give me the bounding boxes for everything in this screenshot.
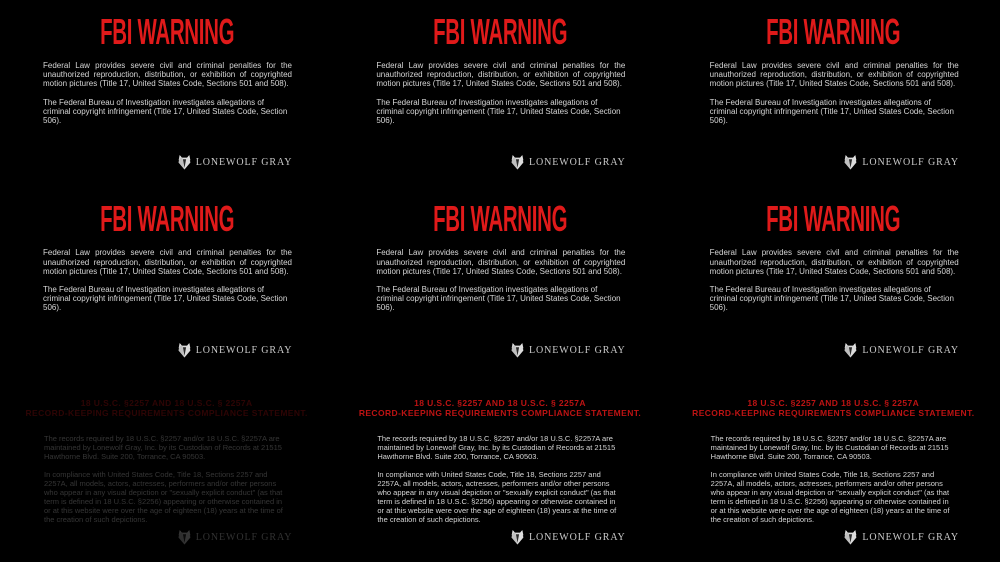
compliance-body [377, 434, 623, 524]
compliance-statement-frame [667, 375, 1000, 562]
fbi-warning-title: FBI WARNING [99, 198, 234, 240]
fbi-warning-frame [333, 187, 666, 374]
lonewolf-gray-logo-text: LONEWOLF GRAY [195, 344, 293, 356]
fbi-warning-body [710, 61, 959, 125]
fbi-warning-paragraph-2: The Federal Bureau of Investigation investigates allegations of criminal copyright infringement (Title 17, United States Code, Section 506). [709, 97, 954, 126]
fbi-warning-paragraph-2: The Federal Bureau of Investigation investigates allegations of criminal copyright infringement (Title 17, United States Code, Section 506). [376, 97, 621, 126]
lonewolf-gray-logo [844, 155, 959, 170]
fbi-warning-paragraph-2: The Federal Bureau of Investigation investigates allegations of criminal copyright infringement (Title 17, United States Code, Section 506). [376, 284, 621, 313]
wolf-head-icon [178, 155, 191, 170]
lonewolf-gray-logo-text: LONEWOLF GRAY [862, 344, 959, 356]
compliance-title-line-2: RECORD-KEEPING REQUIREMENTS COMPLIANCE STATEMENT. [358, 408, 642, 419]
fbi-warning-title: FBI WARNING [432, 198, 568, 240]
fbi-warning-title-wrap [333, 198, 666, 240]
fbi-warning-frame [0, 0, 333, 187]
fbi-warning-paragraph-2: The Federal Bureau of Investigation investigates allegations of criminal copyright infringement (Title 17, United States Code, Section 506). [43, 97, 288, 126]
compliance-paragraph-1: The records required by 18 U.S.C. §2257 and/or 18 U.S.C. §2257A are maintained by Lonewolf Gray, Inc. by its Custodian of Records at 21515 Hawthorne Blvd. Suite 200, Torrance, CA 90503. [710, 433, 949, 461]
lonewolf-gray-logo-text: LONEWOLF GRAY [862, 157, 959, 169]
lonewolf-gray-logo [511, 530, 626, 545]
fbi-warning-title: FBI WARNING [432, 11, 568, 52]
fbi-warning-title: FBI WARNING [766, 198, 901, 240]
lonewolf-gray-logo [511, 155, 626, 170]
fbi-warning-paragraph-1: Federal Law provides severe civil and criminal penalties for the unauthorized reproduction, distribution, or exhibition of copyrighted motion pictures (Title 17, United States Code, Sections 501 and 508). [709, 248, 959, 276]
fbi-warning-title-wrap [667, 11, 1000, 52]
lonewolf-gray-logo-text: LONEWOLF GRAY [195, 157, 293, 169]
lonewolf-gray-logo-text: LONEWOLF GRAY [529, 157, 626, 169]
fbi-warning-body [376, 61, 625, 125]
fbi-warning-title: FBI WARNING [766, 11, 901, 52]
compliance-title-line-1: 18 U.S.C. §2257 AND 18 U.S.C. § 2257A [414, 397, 586, 408]
lonewolf-gray-logo-text: LONEWOLF GRAY [529, 344, 626, 356]
fbi-warning-title: FBI WARNING [99, 11, 234, 52]
compliance-paragraph-2: In compliance with United States Code, Title 18, Sections 2257 and 2257A, all models, actors, actresses, performers and/or other persons who appear in any visual depiction or "sexually explicit conduct" (as that term is defined in 18 U.S.C. §2256) appearing or otherwise contained in or at this website were over the age of eighteen (18) years at the time of the creation of such depictions. [377, 469, 617, 524]
fbi-warning-title-wrap [333, 11, 666, 52]
lonewolf-gray-logo [844, 343, 959, 358]
fbi-warning-body [376, 248, 625, 312]
compliance-body [711, 434, 957, 524]
lonewolf-gray-logo-text: LONEWOLF GRAY [529, 531, 626, 543]
compliance-title-line-2: RECORD-KEEPING REQUIREMENTS COMPLIANCE STATEMENT. [692, 408, 975, 419]
compliance-paragraph-1: The records required by 18 U.S.C. §2257 and/or 18 U.S.C. §2257A are maintained by Lonewolf Gray, Inc. by its Custodian of Records at 21515 Hawthorne Blvd. Suite 200, Torrance, CA 90503. [44, 433, 282, 461]
lonewolf-gray-logo [178, 155, 293, 170]
wolf-head-icon [178, 343, 191, 358]
fbi-warning-title-wrap [667, 198, 1000, 240]
wolf-head-icon [844, 155, 857, 170]
fbi-warning-title-wrap [0, 11, 333, 52]
compliance-body [44, 434, 290, 524]
compliance-title-line-1: 18 U.S.C. §2257 AND 18 U.S.C. § 2257A [747, 397, 920, 408]
lonewolf-gray-logo [844, 530, 959, 545]
fbi-warning-paragraph-1: Federal Law provides severe civil and criminal penalties for the unauthorized reproduction, distribution, or exhibition of copyrighted motion pictures (Title 17, United States Code, Sections 501 and 508). [709, 61, 959, 89]
compliance-title [667, 398, 1000, 419]
fbi-warning-paragraph-1: Federal Law provides severe civil and criminal penalties for the unauthorized reproduction, distribution, or exhibition of copyrighted motion pictures (Title 17, United States Code, Sections 501 and 508). [376, 61, 626, 89]
fbi-warning-paragraph-1: Federal Law provides severe civil and criminal penalties for the unauthorized reproduction, distribution, or exhibition of copyrighted motion pictures (Title 17, United States Code, Sections 501 and 508). [43, 61, 292, 89]
fbi-warning-paragraph-2: The Federal Bureau of Investigation investigates allegations of criminal copyright infringement (Title 17, United States Code, Section 506). [43, 284, 288, 313]
wolf-head-icon [511, 530, 524, 545]
wolf-head-icon [511, 155, 524, 170]
fbi-warning-body [43, 61, 292, 125]
lonewolf-gray-logo [511, 343, 626, 358]
lonewolf-gray-logo [178, 530, 293, 545]
compliance-title [333, 398, 666, 419]
compliance-title-line-1: 18 U.S.C. §2257 AND 18 U.S.C. § 2257A [80, 397, 253, 408]
lonewolf-gray-logo [178, 343, 293, 358]
fbi-warning-paragraph-1: Federal Law provides severe civil and criminal penalties for the unauthorized reproduction, distribution, or exhibition of copyrighted motion pictures (Title 17, United States Code, Sections 501 and 508). [376, 248, 626, 276]
fbi-warning-frame [0, 187, 333, 374]
wolf-head-icon [511, 343, 524, 358]
fbi-warning-body [43, 248, 292, 312]
compliance-paragraph-2: In compliance with United States Code, Title 18, Sections 2257 and 2257A, all models, actors, actresses, performers and/or other persons who appear in any visual depiction or "sexually explicit conduct" (as that term is defined in 18 U.S.C. §2256) appearing or otherwise contained in or at this website were over the age of eighteen (18) years at the time of the creation of such depictions. [44, 469, 283, 524]
compliance-statement-frame [333, 375, 666, 562]
compliance-statement-frame [0, 375, 333, 562]
wolf-head-icon [178, 530, 191, 545]
fbi-warning-frame [333, 0, 666, 187]
fbi-warning-title-wrap [0, 198, 333, 240]
compliance-title [0, 398, 333, 419]
fbi-warning-paragraph-2: The Federal Bureau of Investigation investigates allegations of criminal copyright infringement (Title 17, United States Code, Section 506). [709, 284, 954, 313]
lonewolf-gray-logo-text: LONEWOLF GRAY [862, 531, 959, 543]
fbi-warning-paragraph-1: Federal Law provides severe civil and criminal penalties for the unauthorized reproduction, distribution, or exhibition of copyrighted motion pictures (Title 17, United States Code, Sections 501 and 508). [43, 248, 292, 276]
wolf-head-icon [844, 530, 857, 545]
compliance-title-line-2: RECORD-KEEPING REQUIREMENTS COMPLIANCE STATEMENT. [25, 408, 308, 419]
wolf-head-icon [844, 343, 857, 358]
compliance-paragraph-1: The records required by 18 U.S.C. §2257 and/or 18 U.S.C. §2257A are maintained by Lonewolf Gray, Inc. by its Custodian of Records at 21515 Hawthorne Blvd. Suite 200, Torrance, CA 90503. [377, 433, 616, 461]
lonewolf-gray-logo-text: LONEWOLF GRAY [195, 531, 293, 543]
compliance-paragraph-2: In compliance with United States Code, Title 18, Sections 2257 and 2257A, all models, actors, actresses, performers and/or other persons who appear in any visual depiction or "sexually explicit conduct" (as that term is defined in 18 U.S.C. §2256) appearing or otherwise contained in or at this website were over the age of eighteen (18) years at the time of the creation of such depictions. [710, 469, 950, 524]
fbi-warning-body [710, 248, 959, 312]
fbi-warning-frame [667, 187, 1000, 374]
fbi-warning-frame [667, 0, 1000, 187]
